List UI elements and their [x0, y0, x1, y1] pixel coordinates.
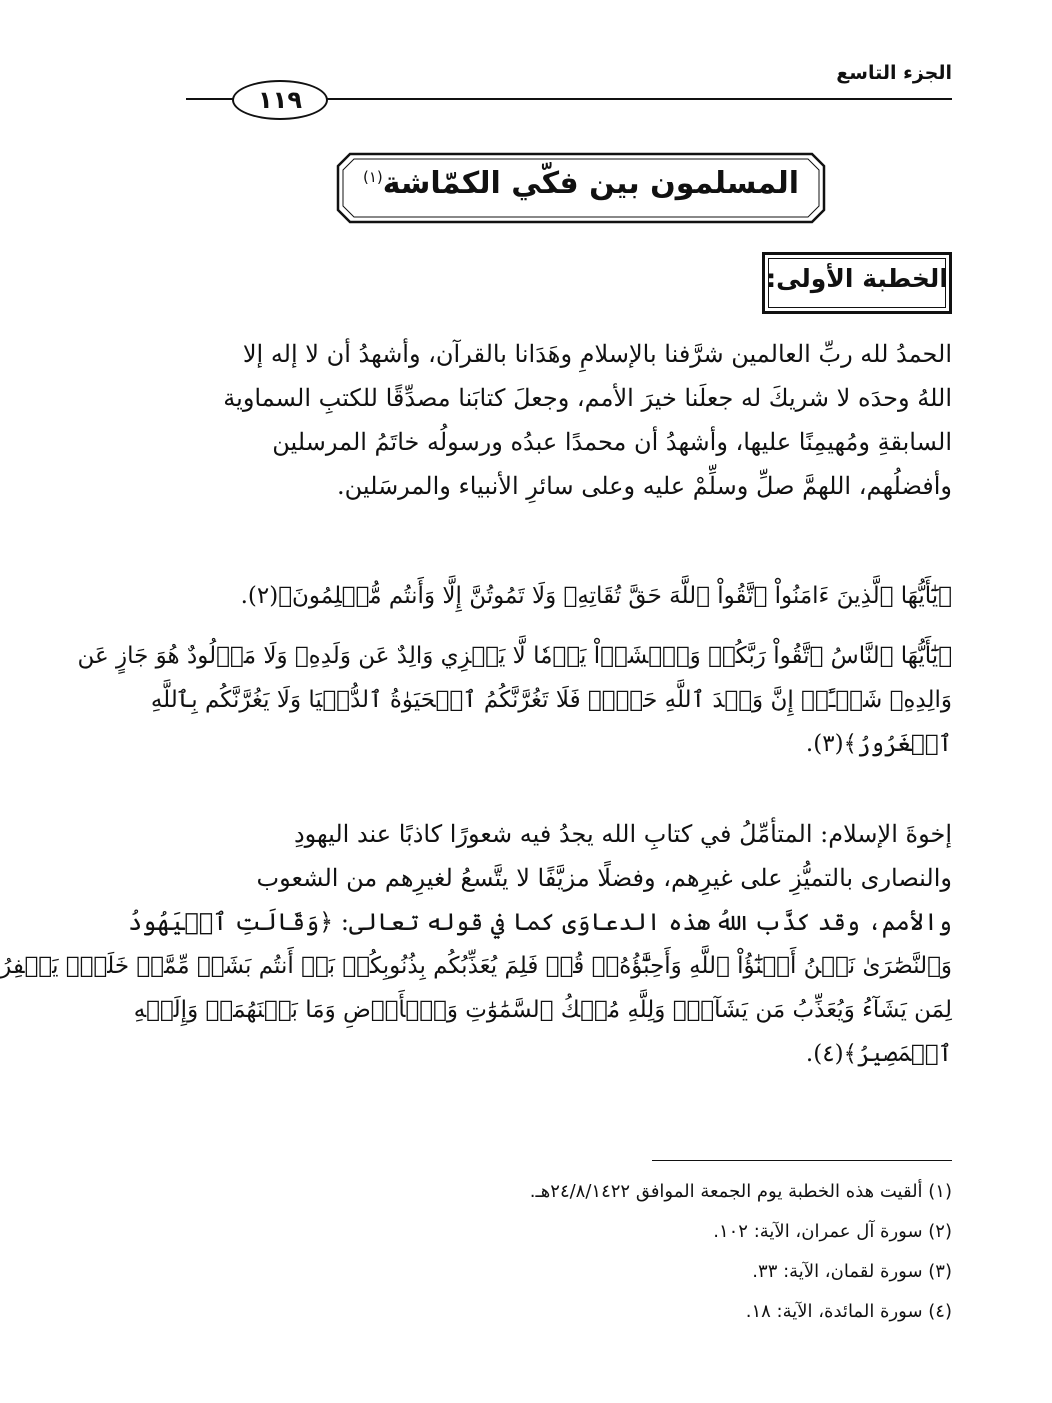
text-line: السابقةِ ومُهيمِنًا عليها، وأشهدُ أن محمدًا عبدُه ورسولُه خاتَمُ المرسلين: [272, 428, 952, 456]
text-line: والأمم، وقد كذَّب اللهُ هذه الدعاوَى كما في قوله تعالى: ﴿وَقَالَتِ ٱلۡيَهُودُ: [128, 908, 952, 936]
verse-line: لِمَن يَشَآءُ وَيُعَذِّبُ مَن يَشَآءُۚ وَلِلَّهِ مُلۡكُ ٱلسَّمَٰوَٰتِ وَٱلۡأَرۡضِ وَمَا بَيۡنَهُمَاۖ وَإِلَيۡهِ: [133, 997, 952, 1023]
chapter-title-text: المسلمون بين فكّي الكمّاشة: [382, 166, 800, 201]
text-line: اللهُ وحدَه لا شريكَ له جعلَنا خيرَ الأمم، وجعلَ كتابَنا مصدِّقًا للكتبِ السماوية: [223, 384, 952, 412]
verse-line: ﴿يَٰٓأَيُّهَا ٱلنَّاسُ ٱتَّقُواْ رَبَّكُمۡ وَٱخۡشَوۡاْ يَوۡمٗا لَّا يَجۡزِي وَالِدٌ عَن وَلَدِهِۦ وَلَا مَوۡلُودٌ هُوَ جَازٍ عَن: [77, 643, 952, 669]
chapter-title-frame: [336, 152, 826, 224]
verse-line: وَالِدِهِۦ شَيۡـًٔاۚ إِنَّ وَعۡدَ ٱللَّهِ حَقّٞۖ فَلَا تَغُرَّنَّكُمُ ٱلۡحَيَوٰةُ ٱلدُّنۡيَا وَلَا يَغُرَّنَّكُم بِٱللَّهِ: [150, 687, 952, 713]
verse-line: ٱلۡمَصِيرُ﴾(٤).: [805, 1041, 952, 1067]
footnote: (٢) سورة آل عمران، الآية: ١٠٢.: [713, 1221, 952, 1242]
verse-line: وَٱلنَّصَٰرَىٰ نَحۡنُ أَبۡنَٰٓؤُاْ ٱللَّهِ وَأَحِبَّٰٓؤُهُۥۚ قُلۡ فَلِمَ يُعَذِّبُكُم بِذُنُوبِكُمۖ بَلۡ أَنتُم بَشَرٞ مِّمَّنۡ خَلَقَۚ يَغۡفِرُ: [0, 953, 952, 979]
paragraph-brothers: [0, 812, 952, 1076]
quran-verse-2: [77, 634, 952, 766]
chapter-title: [336, 166, 826, 201]
text-line: وأفضلُهم، اللهمَّ صلِّ وسلِّمْ عليه وعلى سائرِ الأنبياء والمرسَلين.: [336, 472, 952, 500]
section-heading-box: [762, 252, 952, 314]
section-heading: الخطبة الأولى:: [766, 264, 948, 293]
verse-line: ﴿يَٰٓأَيُّهَا ٱلَّذِينَ ءَامَنُواْ ٱتَّقُواْ ٱللَّهَ حَقَّ تُقَاتِهِۦ وَلَا تَمُوتُنَّ إِلَّا وَأَنتُم مُّسۡلِمُونَ﴾(٢).: [240, 583, 952, 609]
footnote: (٤) سورة المائدة، الآية: ١٨.: [745, 1301, 952, 1322]
text-line: إخوةَ الإسلام: المتأمِّلُ في كتابِ الله يجدُ فيه شعورًا كاذبًا عند اليهودِ: [293, 820, 952, 848]
text-line: الحمدُ لله ربِّ العالمين شرَّفنا بالإسلامِ وهَدَانا بالقرآن، وأشهدُ أن لا إله إلا: [242, 340, 952, 368]
footnotes: [186, 1172, 952, 1332]
footnote: (١) ألقيت هذه الخطبة يوم الجمعة الموافق ٢٤/٨/١٤٢٢هـ.: [529, 1181, 952, 1202]
running-head: الجزء التاسع: [836, 62, 952, 84]
quran-verse-1: [186, 574, 952, 618]
text-line: والنصارى بالتميُّزِ على غيرِهم، وفضلًا مزيَّفًا لا يتَّسعُ لغيرِهم من الشعوب: [256, 864, 952, 892]
page-number: ١١٩: [232, 80, 328, 120]
verse-line: ٱلۡغَرُورُ﴾(٣).: [805, 731, 952, 757]
footnote-rule: [652, 1160, 952, 1161]
paragraph-opening: [186, 332, 952, 508]
title-footnote-marker: (١): [362, 168, 383, 186]
footnote: (٣) سورة لقمان، الآية: ٣٣.: [752, 1261, 952, 1282]
